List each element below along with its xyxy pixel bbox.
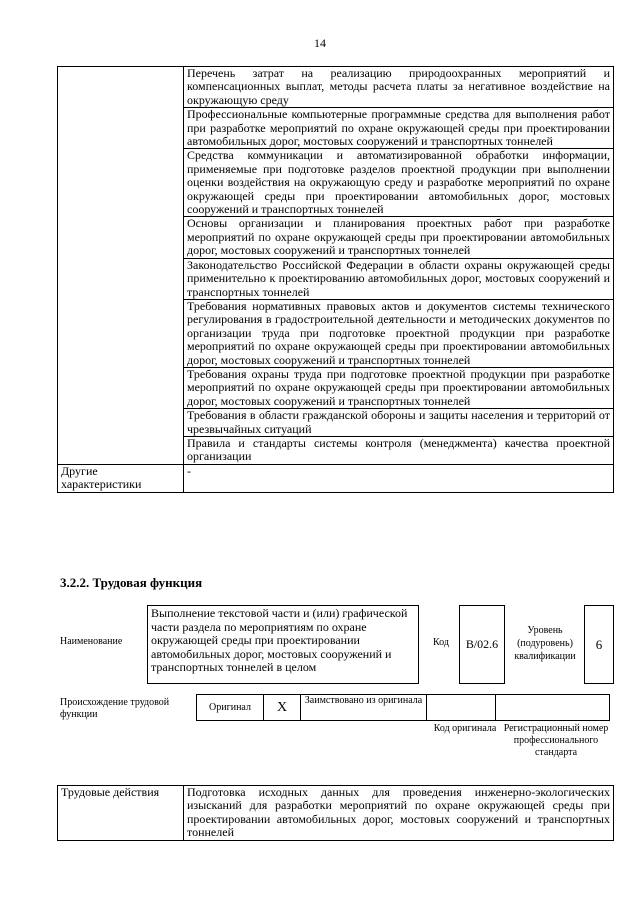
level-box: 6 xyxy=(584,605,614,684)
knowledge-table xyxy=(57,66,614,493)
reg-number-cell xyxy=(496,695,610,721)
other-characteristics-value: - xyxy=(184,464,614,492)
page-number: 14 xyxy=(314,36,326,50)
knowledge-item: Средства коммуникации и автоматизированной обработки информации, применяемые при подготовке разделов проектной продукции при выполнении оценки воздействия на окружающую среду и разработке мероприятий по охране окружающей среды при проектировании автомобильных дорог, мостовых сооружений и транспортных тоннелей xyxy=(184,149,614,217)
code-original-label: Код оригинала xyxy=(433,723,497,734)
knowledge-item: Требования в области гражданской обороны и защиты населения и территорий от чрезвычайных ситуаций xyxy=(184,409,614,437)
origin-label: Происхождение трудовой функции xyxy=(60,697,170,720)
function-name-box: Выполнение текстовой части и (или) графической части раздела по мероприятиям по охране окружающей среды при проектировании автомобильных дорог, мостовых сооружений и транспортных тоннелей в целом xyxy=(147,605,419,684)
knowledge-item: Законодательство Российской Федерации в области охраны окружающей среды применительно к проектированию автомобильных дорог, мостовых сооружений и транспортных тоннелей xyxy=(184,258,614,299)
knowledge-label-cell xyxy=(58,67,184,465)
labor-actions-table xyxy=(57,785,614,841)
knowledge-item: Правила и стандарты системы контроля (менеджмента) качества проектной организации xyxy=(184,436,614,464)
level-label: Уровень (подуровень) квалификации xyxy=(514,625,576,662)
labor-action-item: Подготовка исходных данных для проведения инженерно-экологических изысканий для разработки мероприятий по охране окружающей среды при проектировании автомобильных дорог, мостовых сооружений и транспортных тоннелей xyxy=(184,786,614,841)
knowledge-item: Перечень затрат на реализацию природоохранных мероприятий и компенсационных выплат, методы расчета платы за негативное воздействие на окружающую среду xyxy=(184,67,614,108)
borrowed-label: Заимствовано из оригинала xyxy=(301,695,427,721)
knowledge-item: Требования охраны труда при подготовке проектной продукции при разработке мероприятий по охране окружающей среды при проектировании автомобильных дорог, мостовых сооружений и транспортных тоннелей xyxy=(184,367,614,408)
code-label: Код xyxy=(433,637,449,648)
section-title: 3.2.2. Трудовая функция xyxy=(60,575,203,590)
original-mark: X xyxy=(264,695,301,721)
labor-actions-label: Трудовые действия xyxy=(58,786,184,841)
other-characteristics-label: Другие характеристики xyxy=(58,464,184,492)
origin-table xyxy=(196,694,610,721)
reg-number-label: Регистрационный номер профессионального стандарта xyxy=(503,723,609,758)
name-label: Наименование xyxy=(60,636,123,647)
knowledge-item: Требования нормативных правовых актов и документов системы технического регулирования в градостроительной деятельности и методических документов по организации труда при подготовке проектной продукции при разработке мероприятий по охране окружающей среды при проектировании автомобильных дорог, мостовых сооружений и транспортных тоннелей xyxy=(184,299,614,367)
code-original-cell xyxy=(427,695,496,721)
code-box: B/02.6 xyxy=(459,605,505,684)
knowledge-item: Профессиональные компьютерные программные средства для выполнения работ при разработке мероприятий по охране окружающей среды при проектировании автомобильных дорог, мостовых сооружений и транспортных тоннелей xyxy=(184,108,614,149)
knowledge-item: Основы организации и планирования проектных работ при разработке мероприятий по охране окружающей среды при проектировании автомобильных дорог, мостовых сооружений и транспортных тоннелей xyxy=(184,217,614,258)
original-label: Оригинал xyxy=(197,695,264,721)
